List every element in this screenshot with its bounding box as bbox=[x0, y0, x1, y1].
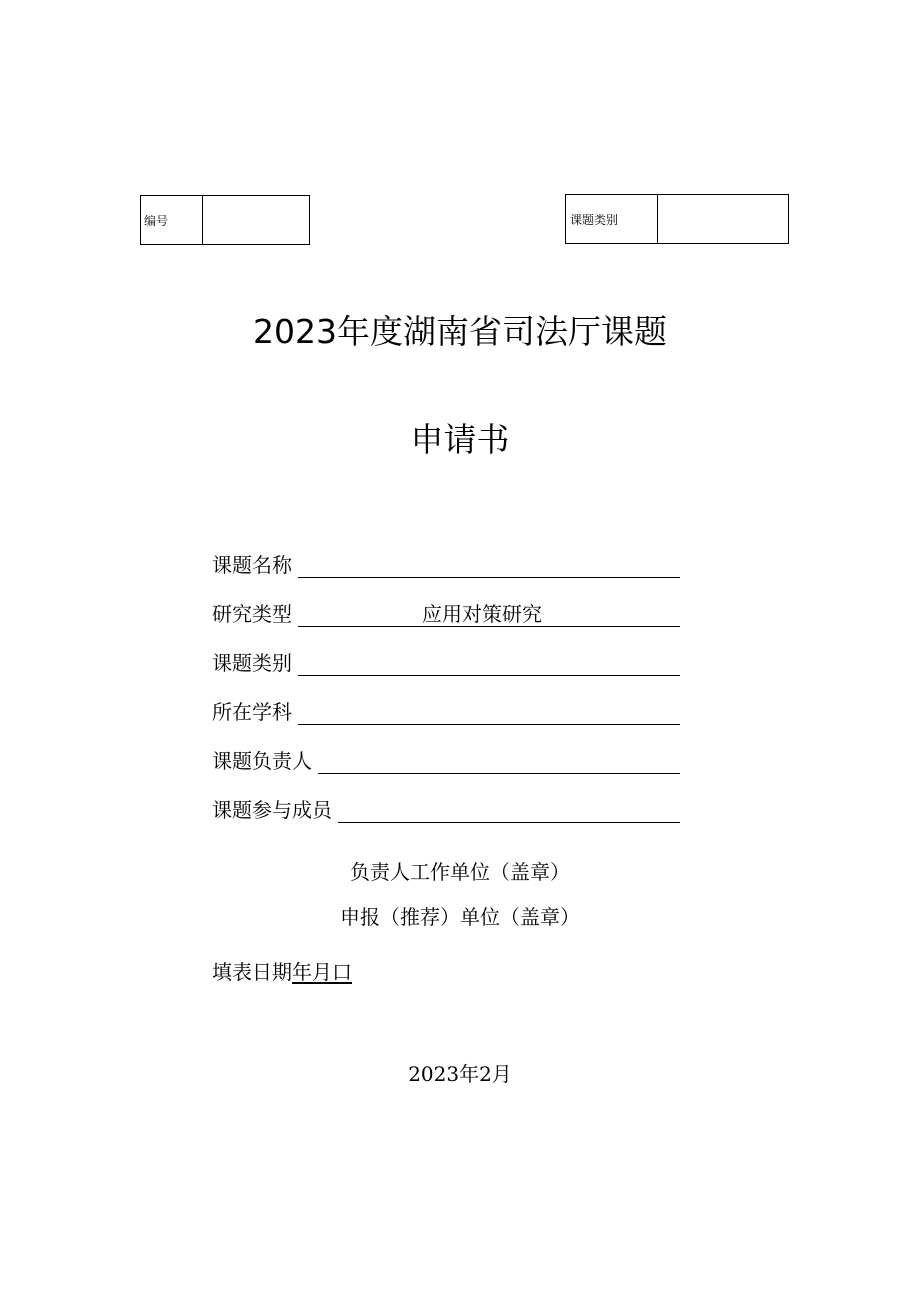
field-label: 研究类型 bbox=[212, 602, 292, 626]
field-label: 所在学科 bbox=[212, 700, 292, 724]
fill-date-label: 填表日期 bbox=[212, 960, 292, 984]
field-principal bbox=[212, 744, 680, 774]
category-box bbox=[565, 194, 789, 244]
fill-date-value[interactable]: 年月口 bbox=[292, 960, 352, 984]
number-field[interactable] bbox=[203, 196, 309, 244]
number-label: 编号 bbox=[141, 196, 203, 244]
field-line[interactable] bbox=[298, 553, 680, 578]
field-line[interactable]: 应用对策研究 bbox=[298, 602, 680, 627]
number-box bbox=[140, 195, 310, 245]
footer-date: 2023年2月 bbox=[408, 1062, 512, 1086]
field-line[interactable] bbox=[298, 700, 680, 725]
work-unit-seal: 负责人工作单位（盖章） bbox=[350, 860, 570, 884]
field-line[interactable] bbox=[338, 798, 680, 823]
category-label: 课题类别 bbox=[566, 195, 658, 243]
report-unit-seal: 申报（推荐）单位（盖章） bbox=[340, 905, 580, 929]
field-topic-category bbox=[212, 646, 680, 676]
field-topic-name bbox=[212, 548, 680, 578]
field-members bbox=[212, 793, 680, 823]
field-label: 课题类别 bbox=[212, 651, 292, 675]
field-line[interactable] bbox=[318, 749, 680, 774]
field-discipline bbox=[212, 695, 680, 725]
field-label: 课题负责人 bbox=[212, 749, 312, 773]
fill-date-row bbox=[212, 959, 352, 985]
category-field[interactable] bbox=[658, 195, 788, 243]
field-research-type bbox=[212, 597, 680, 627]
field-label: 课题参与成员 bbox=[212, 798, 332, 822]
field-label: 课题名称 bbox=[212, 553, 292, 577]
field-line[interactable] bbox=[298, 651, 680, 676]
document-subtitle: 申请书 bbox=[410, 420, 510, 459]
document-title: 2023年度湖南省司法厅课题 bbox=[253, 312, 667, 351]
